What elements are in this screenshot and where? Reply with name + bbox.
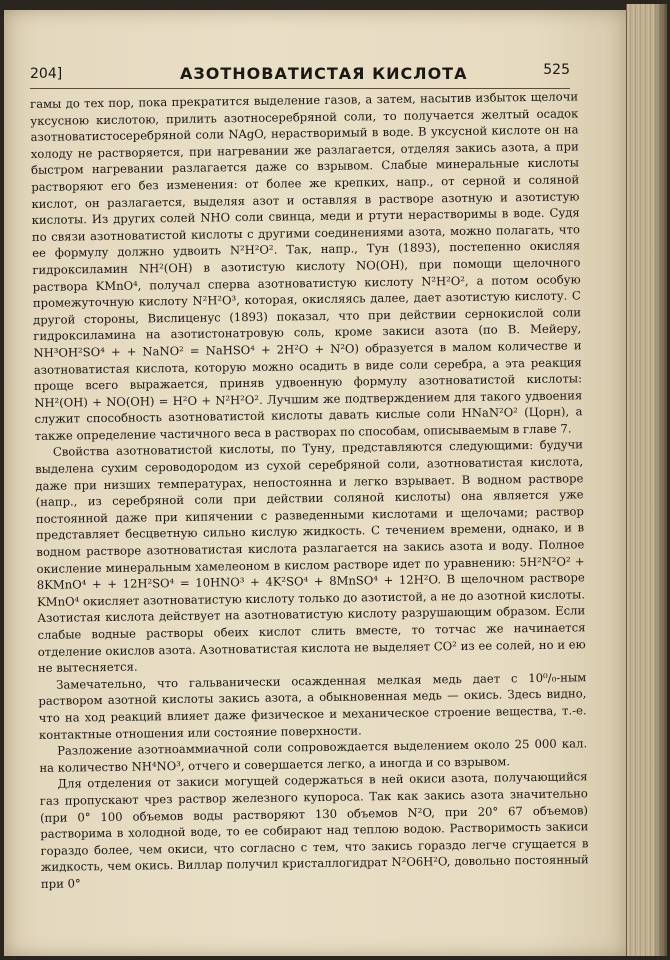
section-number: 204]: [30, 66, 63, 82]
running-title: АЗОТНОВАТИСТАЯ КИСЛОТА: [180, 64, 468, 83]
running-header: [30, 64, 570, 86]
paragraph: гамы до тех пор, пока прекратится выделение газов, а затем, насытив избыток щелочи уксусною кислотою, прилить азотносеребряной соли, то получается желтый осадок азотноватистосеребряной соли NAgO, нерастворимый в воде. В уксусной кислоте он на холоду не растворяется, при нагревании же разлагается, отделяя закись азота, а при быстром нагревании разлагается даже со взрывом. Слабые минеральные кислоты растворяют его без изменения: от более же крепких, напр., от серной и соляной кислот, он разлагается, выделяя азот и оставляя в растворе азотную и азотистую кислоты. Из других солей NHO соли свинца, меди и ртути нерастворимы в воде. Судя по связи азотноватистой кислоты с другими соединениями азота, можно полагать, что ее формулу должно удвоить N²H²O². Так, напр., Тун (1893), постепенно окисляя гидроксиламин NH²(OH) в азотистую кислоту NO(OH), при помощи щелочного раствора KMnO⁴, получал сперва азотноватистую кислоту N²H²O², а потом особую промежуточную кислоту N²H²O³, которая, окисляясь далее, дает азотистую кислоту. С другой стороны, Вислиценус (1893) показал, что при действии сернокислой соли гидроксиламина на азотистонатровую соль, кроме закиси азота (по В. Мейеру, NH³OH²SO⁴ + + NaNO² = NaHSO⁴ + 2H²O + N²O) образуется в малом количестве и азотноватистая кислота, которую можно осадить в виде соли серебра, а эта реакция проще всего выражается, приняв удвоенную формулу азотноватистой кислоты: NH²(OH) + NO(OH) = H²O + N²H²O². Лучшим же подтверждением для такого удвоения служит способность азотноватистой кислоты давать кислые соли HNaN²O² (Цорн), а также определение частичного веса в растворах по способам, описываемым в главе 7.: [30, 89, 583, 443]
page-number: 525: [543, 62, 570, 78]
page-stack-edge: [626, 4, 667, 956]
paragraph: Свойства азотноватистой кислоты, по Туну, представляются следующими: будучи выделена сухим сероводородом из сухой серебряной соли, азотноватистая кислота, даже при низших температурах, непостоянна и легко взрывает. В водном растворе (напр., из серебряной соли при действии соляной кислоты) она является уже постоянной даже при кипячении с разведенными кислотами и щелочами; раствор представляет бесцветную сильно кислую жидкость. С течением времени, однако, и в водном растворе азотноватистая кислота разлагается на закись азота и воду. Полное окисление минеральным хамелеоном в кислом растворе идет по уравнению: 5H²N²O² + 8KMnO⁴ + + 12H²SO⁴ = 10HNO³ + 4K²SO⁴ + 8MnSO⁴ + 12H²O. В щелочном растворе KMnO⁴ окисляет азотноватистую кислоту только до азотистой, а не до азотной кислоты. Азотистая кислота действует на азотноватистую кислоту разрушающим образом. Если слабые водные растворы обеих кислот слить вместе, то тотчас же начинается отделение окислов азота. Азотноватистая кислота не выделяет CO² из ее солей, но и ею не вытесняется.: [35, 437, 586, 676]
paragraph: Для отделения от закиси могущей содержаться в ней окиси азота, получающийся газ пропускают чрез раствор железного купороса. Так как закись азота значительно (при 0° 100 объемов воды растворяют 130 объемов N²O, при 20° 67 объемов) растворима в холодной воде, то ее собирают над теплою водою. Растворимость закиси гораздо более, чем окиси, что согласно с тем, что закись гораздо легче сгущается в жидкость, чем окись. Виллар получил кристаллогидрат N²O6H²O, довольно постоянный при 0°: [39, 769, 589, 891]
paragraph: Замечательно, что гальванически осажденная мелкая медь дает с 10⁰/₀-ным раствором азотной кислоты закись азота, а обыкновенная медь — окись. Здесь видно, что на ход реакций влияет даже физическое и механическое строение вещества, т.-е. контактные отношения или состояние поверхности.: [38, 670, 587, 742]
page-body: [30, 88, 589, 892]
paragraph: Разложение азотноаммиачной соли сопровождается выделением около 25 000 кал. на количество NH⁴NO³, отчего и совершается легко, а иногда и со взрывом.: [39, 736, 588, 775]
